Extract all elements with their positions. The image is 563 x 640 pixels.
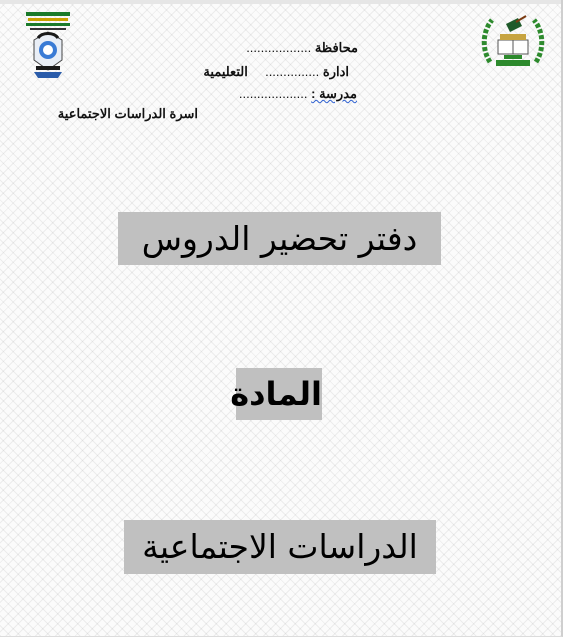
school-label: مدرسة :	[311, 86, 357, 101]
education-emblem-icon	[480, 12, 546, 74]
subject-name: الدراسات الاجتماعية	[124, 520, 436, 574]
page-top-edge	[0, 0, 561, 4]
governorate-value: ..................	[246, 40, 312, 55]
department-name: اسرة الدراسات الاجتماعية	[57, 106, 198, 121]
ministry-logo-icon	[22, 10, 74, 90]
governorate-line	[246, 40, 358, 56]
administration-dots: ...............	[265, 64, 320, 79]
school-value: ...................	[238, 86, 308, 101]
governorate-label: محافظة	[314, 40, 358, 55]
subject-label: المادة	[236, 368, 322, 420]
notebook-title: دفتر تحضير الدروس	[118, 212, 441, 265]
administration-line	[203, 64, 349, 80]
administration-label: ادارة	[322, 64, 349, 79]
administration-value: التعليمية	[203, 64, 248, 79]
school-line	[239, 86, 357, 102]
